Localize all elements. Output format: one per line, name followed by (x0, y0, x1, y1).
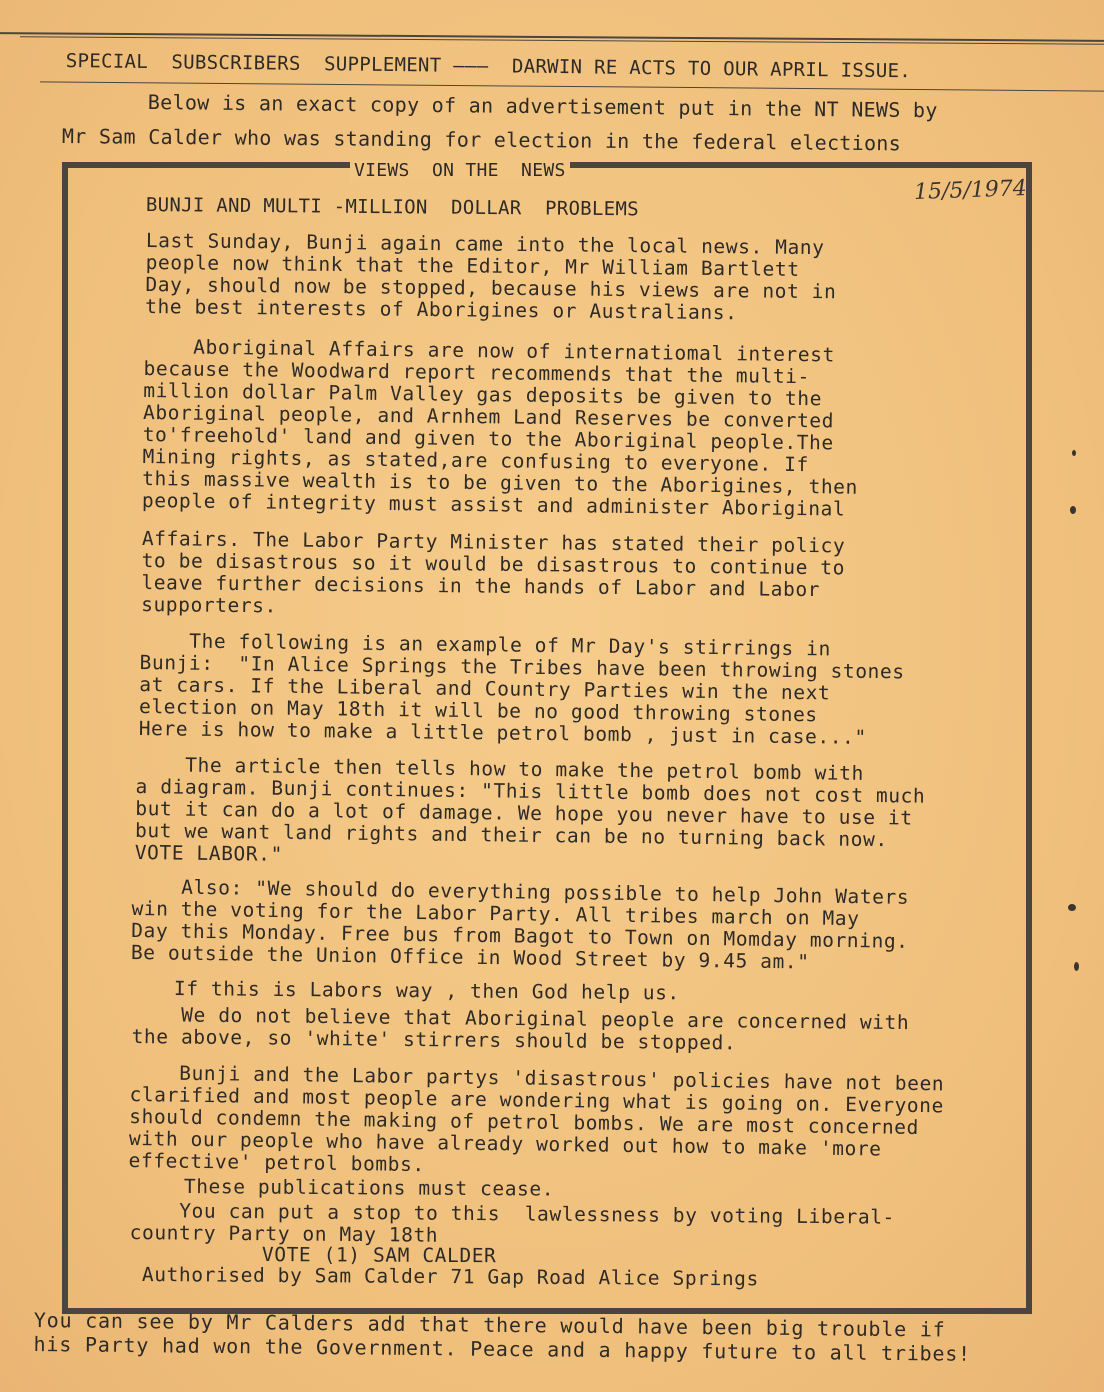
ad-paragraph-6: Also: "We should do everything possible to help John Waters win the voting for the Labor Party. All tribes march on May Day this Monday. Free bus from Bagot to Town on Momday morning. Be outside the Union Office in Wood Street by 9.45 am." (130, 875, 910, 974)
ink-speck (1068, 904, 1076, 911)
ink-speck (1074, 962, 1079, 971)
ad-paragraph-4: The following is an example of Mr Day's stirrings in Bunji: "In Alice Springs the Tribes have been throwing stones at cars. If the Liberal and Country Parties win the next election on May 18th it will be no good throwing stones Here is how to make a little petrol bomb , just in case..." (138, 629, 905, 749)
intro-line-1: Below is an exact copy of an advertisement put in the NT NEWS by (147, 90, 938, 123)
ad-paragraph-9: Bunji and the Labor partys 'disastrous' policies have not been clarified and most people are wondering what is going on. Everyone should condemn the making of petrol bombs. We are most concerned with our people who have already worked out how to make 'more effective' petrol bombs. (128, 1061, 945, 1177)
ad-paragraph-10: These publications must cease. (183, 1175, 555, 1201)
ad-paragraph-11: You can put a stop to this lawlessness by voting Liberal- country Party on May 18th (129, 1199, 896, 1247)
vote-line: VOTE (1) SAM CALDER (261, 1243, 497, 1268)
footer-comment: You can see by Mr Calders add that there would have been big trouble if his Party had won the Government. Peace and a happy future to all tribes! (33, 1308, 972, 1366)
authorisation-line: Authorised by Sam Calder 71 Gap Road Alice Springs (141, 1263, 759, 1291)
handwritten-date: 15/5/1974 (913, 176, 1028, 205)
intro-line-2: Mr Sam Calder who was standing for election in the federal elections (61, 124, 902, 156)
ink-speck (1070, 506, 1076, 514)
ad-paragraph-7: If this is Labors way , then God help us. (173, 977, 680, 1005)
advertisement-headline: BUNJI AND MULTI -MILLION DOLLAR PROBLEMS (145, 194, 640, 221)
ad-paragraph-5: The article then tells how to make the petrol bomb with a diagram. Bunji continues: "This little bomb does not cost much but it can do a lot of damage. We hope you never have to use it but we want land rights and their can be no turning back now. VOTE LABOR." (134, 753, 926, 866)
ad-paragraph-3: Affairs. The Labor Party Minister has stated their policy to be disastrous so it would be disastrous to continue to leave further decisions in the hands of Labor and Labor supporters. (141, 527, 846, 618)
advertisement-section-title: VIEWS ON THE NEWS (350, 160, 570, 181)
ad-paragraph-2: Aboriginal Affairs are now of internatiomal interest because the Woodward report recommends that the multi- million dollar Palm Valley gas deposits be given to the Aboriginal people, and Arnhem Land Reserves be converted to'freehold' land and given to the Aboriginal people.The Mining rights, as stated,are confusing to everyone. If this massive wealth is to be given to the Aborigines, then people of integrity must assist and administer Aboriginal (141, 335, 859, 521)
ad-paragraph-8: We do not believe that Aboriginal people are concerned with the above, so 'white' stirrers should be stopped. (131, 1003, 910, 1055)
ink-speck (1072, 450, 1076, 456)
supplement-header: SPECIAL SUBSCRIBERS SUPPLEMENT ——— DARWIN RE ACTS TO OUR APRIL ISSUE. (65, 50, 912, 83)
ad-paragraph-1: Last Sunday, Bunji again came into the local news. Many people now think that the Editor, Mr William Bartlett Day, should now be stopped, because his views are not in the best interests of Aborigines or Australians. (145, 229, 837, 325)
